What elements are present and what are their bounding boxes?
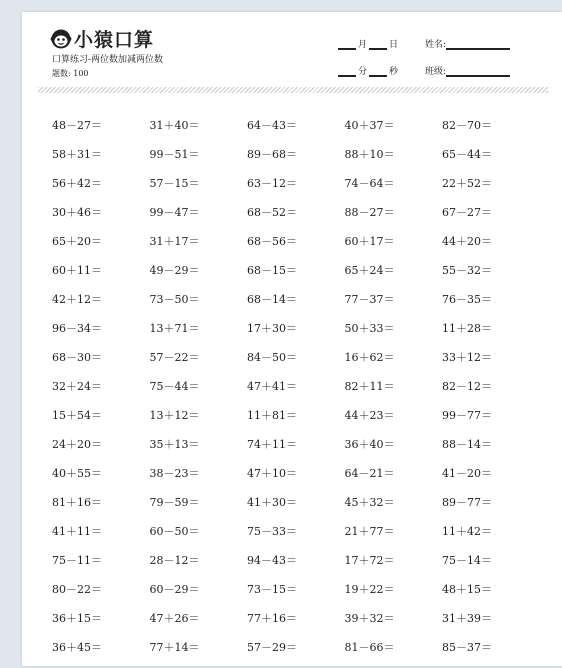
problem-item: 31＋40＝: [149, 119, 200, 132]
problem-item: 42＋12＝: [52, 293, 102, 306]
class-blank: [446, 67, 510, 77]
problem-item: 75－14＝: [442, 554, 492, 567]
problem-item: 81－66＝: [344, 641, 395, 654]
problem-row: [52, 146, 542, 175]
problem-item: 77＋16＝: [247, 612, 297, 625]
problem-item: 47＋41＝: [247, 380, 297, 393]
name-field: [425, 37, 510, 50]
problem-item: 60－50＝: [149, 525, 200, 538]
logo-text: 小猿口算: [74, 29, 155, 51]
problem-item: 48＋15＝: [442, 583, 492, 596]
worksheet-subtitle: 口算练习-两位数加减两位数: [52, 55, 164, 65]
problem-item: 75－11＝: [52, 554, 102, 567]
month-label: 月: [358, 40, 368, 50]
problem-item: 77－37＝: [344, 293, 395, 306]
problem-item: 47＋10＝: [247, 467, 297, 480]
problem-row: [52, 436, 542, 465]
date-field: [338, 37, 398, 50]
problem-item: 44＋23＝: [344, 409, 395, 422]
problem-item: 68－52＝: [247, 206, 297, 219]
problem-item: 35＋13＝: [149, 438, 200, 451]
problem-item: 55－32＝: [442, 264, 492, 277]
problem-item: 82－12＝: [442, 380, 492, 393]
problem-item: 11＋81＝: [247, 409, 297, 422]
problem-item: 64－21＝: [344, 467, 395, 480]
problem-item: 84－50＝: [247, 351, 297, 364]
worksheet-page: [22, 12, 562, 666]
problem-item: 33＋12＝: [442, 351, 492, 364]
problem-item: 96－34＝: [52, 322, 102, 335]
problem-item: 94－43＝: [247, 554, 297, 567]
second-label: 秒: [389, 67, 399, 77]
problem-item: 44＋20＝: [442, 235, 492, 248]
problem-item: 30＋46＝: [52, 206, 102, 219]
problem-item: 17＋72＝: [344, 554, 395, 567]
problem-item: 89－68＝: [247, 148, 297, 161]
name-label: 姓名:: [425, 40, 447, 50]
problem-row: [52, 465, 542, 494]
problem-item: 75－44＝: [149, 380, 200, 393]
problem-row: [52, 291, 542, 320]
problem-item: 50＋33＝: [344, 322, 395, 335]
problem-item: 68－14＝: [247, 293, 297, 306]
problem-grid: [52, 117, 542, 668]
problem-item: 36＋40＝: [344, 438, 395, 451]
problem-row: [52, 523, 542, 552]
problem-item: 99－47＝: [149, 206, 200, 219]
problem-item: 99－51＝: [149, 148, 200, 161]
problem-item: 73－15＝: [247, 583, 297, 596]
problem-row: [52, 320, 542, 349]
problem-item: 76－35＝: [442, 293, 492, 306]
time-field: [338, 64, 398, 77]
problem-row: [52, 610, 542, 639]
problem-item: 40＋55＝: [52, 467, 102, 480]
second-blank: [369, 67, 387, 77]
problem-item: 85－37＝: [442, 641, 492, 654]
problem-item: 65－44＝: [442, 148, 492, 161]
problem-item: 11＋28＝: [442, 322, 492, 335]
problem-row: [52, 262, 542, 291]
problem-item: 36＋45＝: [52, 641, 102, 654]
problem-item: 41＋11＝: [52, 525, 102, 538]
minute-label: 分: [358, 67, 368, 77]
day-label: 日: [389, 40, 399, 50]
problem-item: 68－15＝: [247, 264, 297, 277]
problem-row: [52, 407, 542, 436]
problem-item: 47＋26＝: [149, 612, 200, 625]
problem-item: 68－30＝: [52, 351, 102, 364]
problem-item: 82＋11＝: [344, 380, 395, 393]
problem-item: 40＋37＝: [344, 119, 395, 132]
divider-stripe: [38, 87, 548, 93]
class-field: [425, 64, 510, 77]
problem-item: 45＋32＝: [344, 496, 395, 509]
problem-item: 19＋22＝: [344, 583, 395, 596]
problem-item: 28－12＝: [149, 554, 200, 567]
problem-item: 41－20＝: [442, 467, 492, 480]
problem-item: 13＋71＝: [149, 322, 200, 335]
monkey-icon: [50, 28, 72, 50]
problem-item: 31＋17＝: [149, 235, 200, 248]
problem-count: 题数: 100: [52, 69, 89, 78]
problem-item: 74－64＝: [344, 177, 395, 190]
problem-item: 32＋24＝: [52, 380, 102, 393]
problem-item: 88－27＝: [344, 206, 395, 219]
problem-row: [52, 204, 542, 233]
problem-item: 73－50＝: [149, 293, 200, 306]
problem-row: [52, 552, 542, 581]
problem-item: 80－22＝: [52, 583, 102, 596]
problem-row: [52, 175, 542, 204]
problem-item: 63－12＝: [247, 177, 297, 190]
problem-row: [52, 349, 542, 378]
month-blank: [338, 40, 356, 50]
problem-item: 31＋39＝: [442, 612, 492, 625]
problem-item: 57－22＝: [149, 351, 200, 364]
problem-item: 79－59＝: [149, 496, 200, 509]
problem-row: [52, 117, 542, 146]
problem-item: 48－27＝: [52, 119, 102, 132]
problem-item: 15＋54＝: [52, 409, 102, 422]
problem-item: 57－15＝: [149, 177, 200, 190]
problem-item: 13＋12＝: [149, 409, 200, 422]
problem-row: [52, 581, 542, 610]
problem-item: 24＋20＝: [52, 438, 102, 451]
problem-item: 60＋11＝: [52, 264, 102, 277]
problem-item: 36＋15＝: [52, 612, 102, 625]
problem-item: 16＋62＝: [344, 351, 395, 364]
problem-item: 74＋11＝: [247, 438, 297, 451]
problem-item: 88－14＝: [442, 438, 492, 451]
name-blank: [446, 40, 510, 50]
problem-item: 38－23＝: [149, 467, 200, 480]
class-label: 班级:: [425, 67, 447, 77]
problem-item: 89－77＝: [442, 496, 492, 509]
problem-row: [52, 233, 542, 262]
minute-blank: [338, 67, 356, 77]
problem-item: 21＋77＝: [344, 525, 395, 538]
problem-row: [52, 494, 542, 523]
problem-item: 22＋52＝: [442, 177, 492, 190]
problem-item: 57－29＝: [247, 641, 297, 654]
problem-item: 64－43＝: [247, 119, 297, 132]
problem-item: 58＋31＝: [52, 148, 102, 161]
problem-item: 67－27＝: [442, 206, 492, 219]
problem-row: [52, 639, 542, 668]
problem-item: 60＋17＝: [344, 235, 395, 248]
problem-item: 82－70＝: [442, 119, 492, 132]
problem-item: 39＋32＝: [344, 612, 395, 625]
problem-item: 65＋20＝: [52, 235, 102, 248]
problem-item: 99－77＝: [442, 409, 492, 422]
problem-item: 65＋24＝: [344, 264, 395, 277]
problem-item: 11＋42＝: [442, 525, 492, 538]
logo: [50, 25, 154, 52]
problem-item: 75－33＝: [247, 525, 297, 538]
problem-item: 68－56＝: [247, 235, 297, 248]
problem-item: 88＋10＝: [344, 148, 395, 161]
problem-item: 41＋30＝: [247, 496, 297, 509]
problem-item: 17＋30＝: [247, 322, 297, 335]
problem-item: 49－29＝: [149, 264, 200, 277]
problem-row: [52, 378, 542, 407]
problem-item: 56＋42＝: [52, 177, 102, 190]
problem-item: 81＋16＝: [52, 496, 102, 509]
day-blank: [369, 40, 387, 50]
problem-item: 77＋14＝: [149, 641, 200, 654]
problem-item: 60－29＝: [149, 583, 200, 596]
